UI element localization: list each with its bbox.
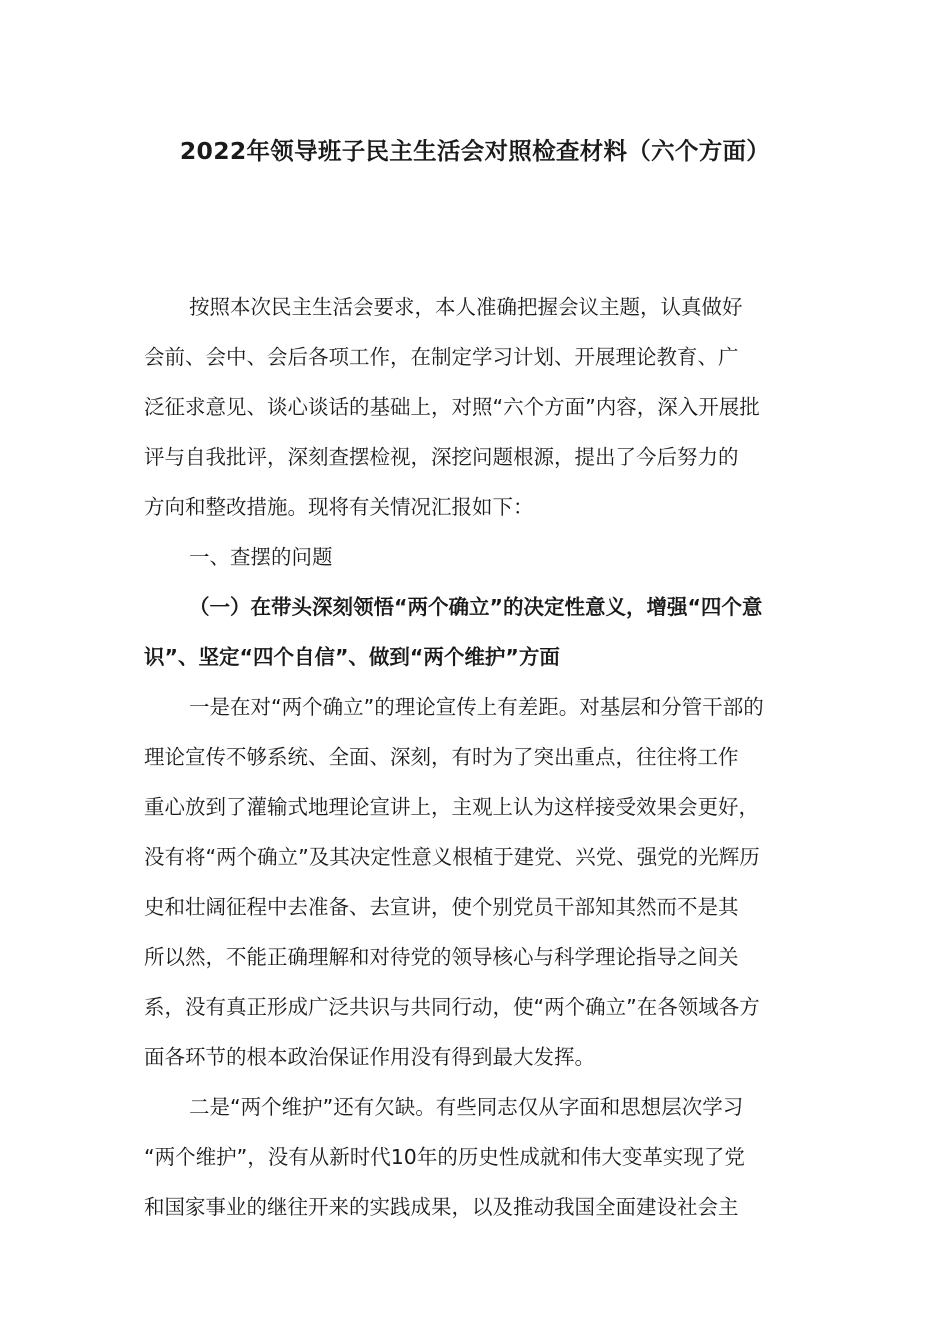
section-heading: 一、查摆的问题 <box>189 545 333 569</box>
paragraph-line: 重心放到了灌输式地理论宣讲上，主观上认为这样接受效果会更好， <box>144 795 759 819</box>
paragraph-line: 一是在对“两个确立”的理论宣传上有差距。对基层和分管干部的 <box>189 695 764 719</box>
paragraph-line: 泛征求意见、谈心谈话的基础上，对照“六个方面”内容，深入开展批 <box>144 395 760 419</box>
paragraph-line: “两个维护”，没有从新时代10年的历史性成就和伟大变革实现了党 <box>144 1145 745 1169</box>
paragraph-line: 评与自我批评，深刻查摆检视，深挖问题根源，提出了今后努力的 <box>144 445 739 469</box>
paragraph-line: 方向和整改措施。现将有关情况汇报如下： <box>144 495 534 519</box>
paragraph-line: 没有将“两个确立”及其决定性意义根植于建党、兴党、强党的光辉历 <box>144 845 760 869</box>
paragraph-line: 理论宣传不够系统、全面、深刻，有时为了突出重点，往往将工作 <box>144 745 739 769</box>
paragraph-line: 史和壮阔征程中去准备、去宣讲，使个别党员干部知其然而不是其 <box>144 895 739 919</box>
subsection-heading-line: 识”、坚定“四个自信”、做到“两个维护”方面 <box>144 645 560 669</box>
document-title: 2022年领导班子民主生活会对照检查材料（六个方面） <box>179 137 771 165</box>
subsection-heading-line: （一）在带头深刻领悟“两个确立”的决定性意义，增强“四个意 <box>189 595 763 619</box>
paragraph-line: 面各环节的根本政治保证作用没有得到最大发挥。 <box>144 1045 595 1069</box>
paragraph-line: 二是“两个维护”还有欠缺。有些同志仅从字面和思想层次学习 <box>189 1095 744 1119</box>
paragraph-line: 所以然，不能正确理解和对待党的领导核心与科学理论指导之间关 <box>144 945 739 969</box>
paragraph-line: 按照本次民主生活会要求，本人准确把握会议主题，认真做好 <box>189 295 743 319</box>
paragraph-line: 和国家事业的继往开来的实践成果，以及推动我国全面建设社会主 <box>144 1195 739 1219</box>
paragraph-line: 系，没有真正形成广泛共识与共同行动，使“两个确立”在各领域各方 <box>144 995 760 1019</box>
paragraph-line: 会前、会中、会后各项工作，在制定学习计划、开展理论教育、广 <box>144 345 739 369</box>
document-body <box>144 282 824 1232</box>
